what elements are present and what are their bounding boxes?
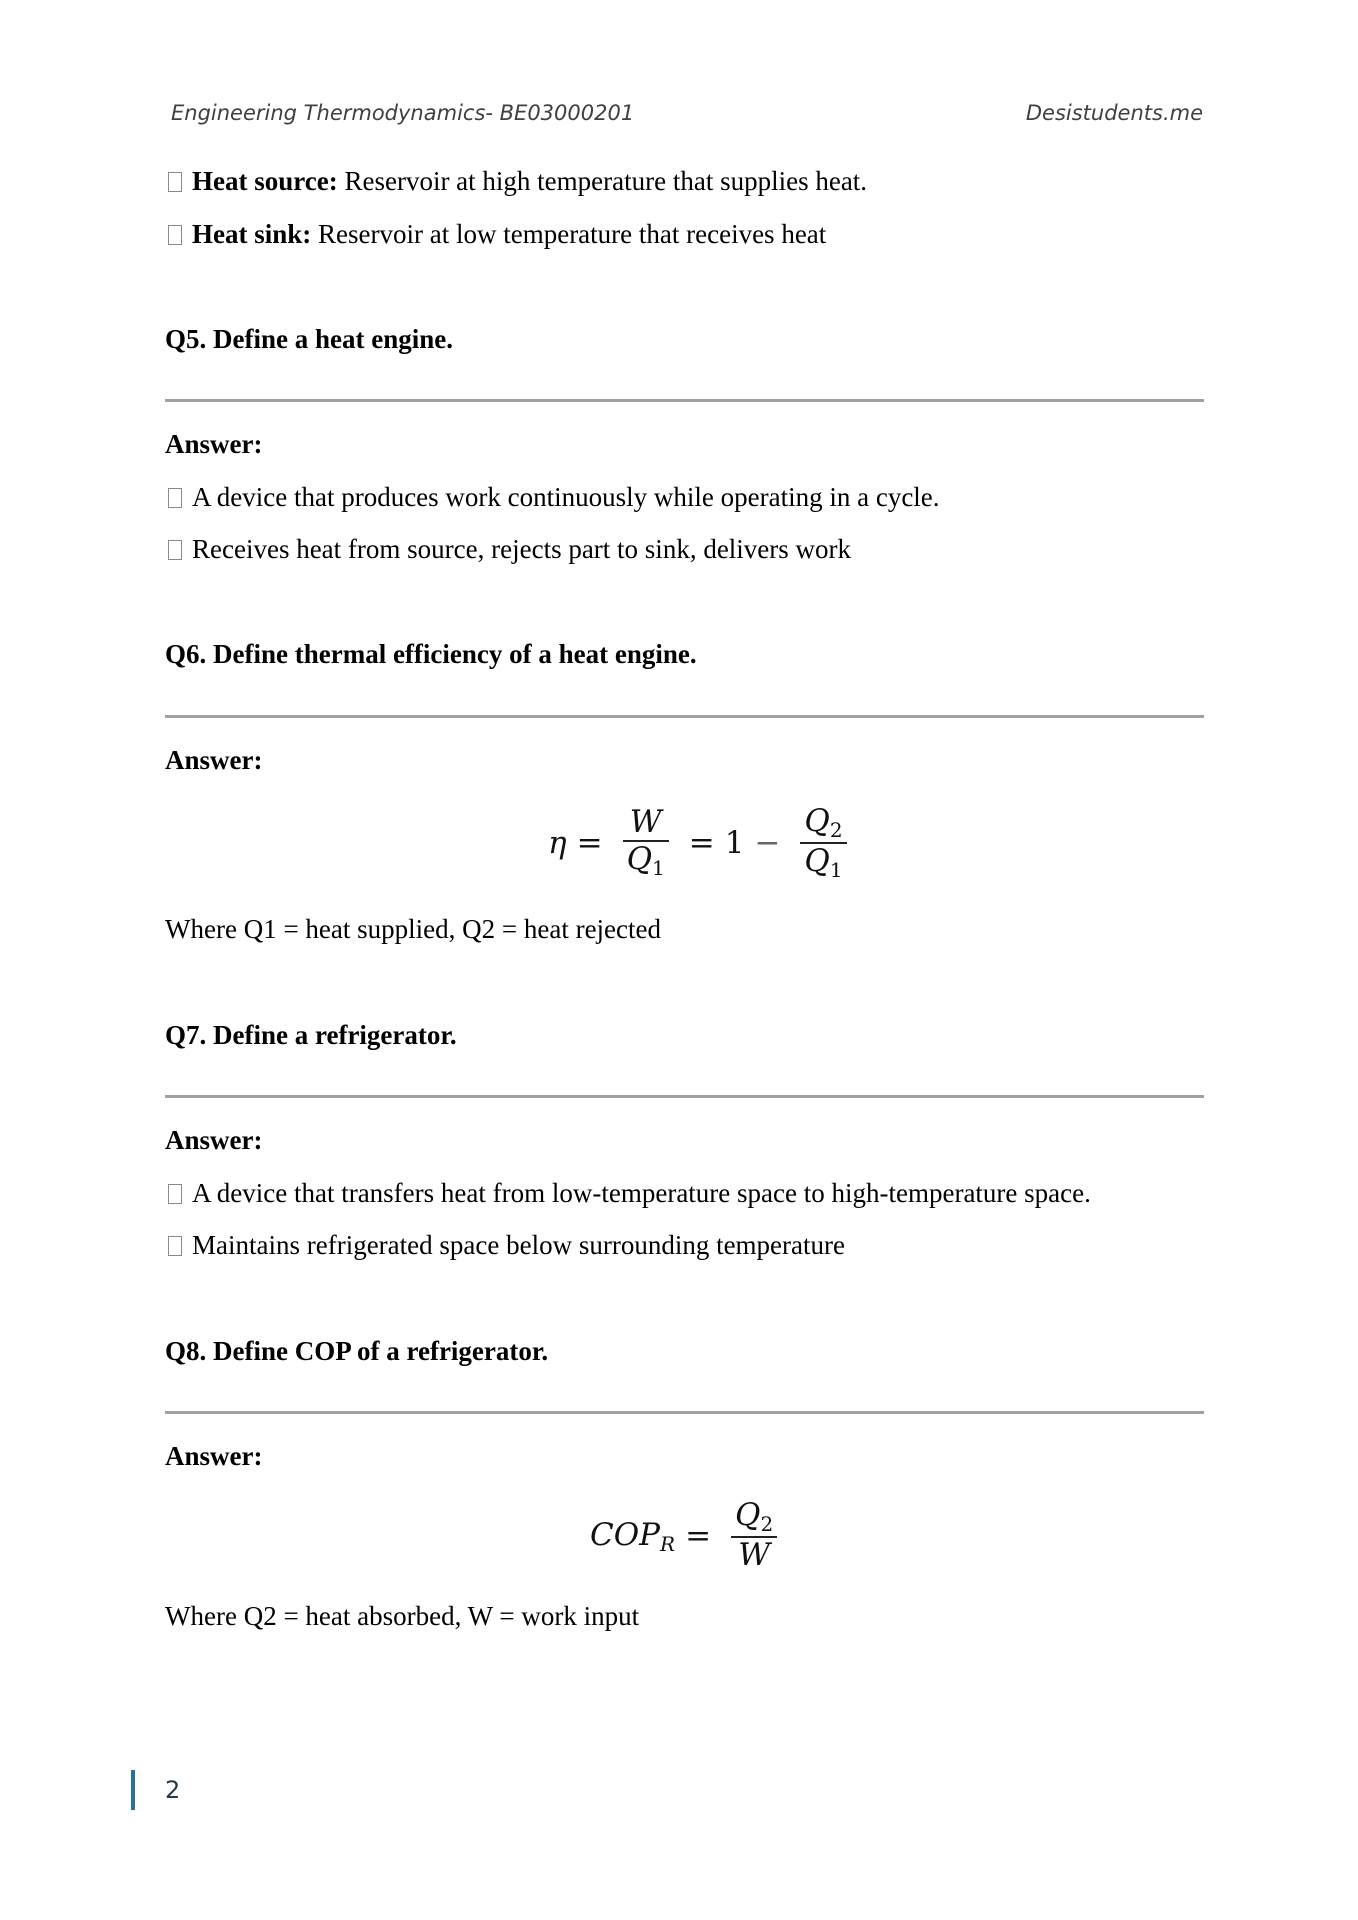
list-item xyxy=(168,168,867,195)
efficiency-formula xyxy=(548,795,857,890)
subscript: R xyxy=(660,1531,676,1556)
question-heading-q7: Q7. Define a refrigerator. xyxy=(165,1020,457,1050)
bullet-box-icon xyxy=(168,225,182,245)
symbol: Q xyxy=(804,842,830,879)
formula-minus: − xyxy=(754,824,781,861)
fraction-denominator xyxy=(623,842,669,880)
formula-fraction-w-over-q1 xyxy=(623,805,669,881)
formula-one: 1 xyxy=(724,824,745,861)
fraction-numerator xyxy=(800,804,846,842)
subscript: 1 xyxy=(829,857,843,882)
answer-label: Answer: xyxy=(165,1441,263,1471)
list-item-text: Maintains refrigerated space below surrounding temperature xyxy=(192,1230,845,1260)
formula-lhs xyxy=(590,1517,675,1556)
fraction-denominator: W xyxy=(738,1537,771,1574)
bullet-box-icon xyxy=(168,1184,182,1204)
formula-equals: = xyxy=(576,824,603,861)
term-label: Heat source: xyxy=(192,166,338,196)
formula-note: Where Q1 = heat supplied, Q2 = heat rejected xyxy=(165,914,662,944)
bullet-box-icon xyxy=(168,488,182,508)
fraction-numerator xyxy=(731,1498,777,1536)
fraction-denominator xyxy=(800,844,846,882)
question-heading-q6: Q6. Define thermal efficiency of a heat engine. xyxy=(165,639,697,669)
subscript: 2 xyxy=(760,1512,774,1537)
question-heading-q5: Q5. Define a heat engine. xyxy=(165,324,453,354)
list-item xyxy=(168,536,851,563)
fraction-numerator: W xyxy=(629,803,662,840)
symbol: Q xyxy=(626,841,652,878)
divider xyxy=(165,1411,1204,1414)
divider xyxy=(165,399,1204,402)
formula-fraction-q2-over-w xyxy=(731,1498,777,1574)
list-item xyxy=(168,1232,845,1259)
list-item xyxy=(168,484,940,511)
list-item xyxy=(168,221,826,248)
header-site-name: Desistudents.me xyxy=(1025,101,1203,125)
subscript: 2 xyxy=(829,817,843,842)
answer-label: Answer: xyxy=(165,1125,263,1155)
symbol: Q xyxy=(804,802,830,839)
question-heading-q8: Q8. Define COP of a refrigerator. xyxy=(165,1336,549,1366)
term-label: Heat sink: xyxy=(192,219,312,249)
page-number: 2 xyxy=(165,1776,181,1804)
formula-eta: η xyxy=(548,824,567,861)
symbol: Q xyxy=(735,1497,761,1534)
answer-label: Answer: xyxy=(165,429,263,459)
formula-note: Where Q2 = heat absorbed, W = work input xyxy=(165,1601,640,1631)
term-definition: Reservoir at high temperature that supplies heat. xyxy=(337,166,868,196)
formula-equals: = xyxy=(685,1518,712,1554)
bullet-box-icon xyxy=(168,172,182,192)
bullet-box-icon xyxy=(168,1236,182,1256)
divider xyxy=(165,1095,1204,1098)
subscript: 1 xyxy=(651,856,665,881)
header-course-title: Engineering Thermodynamics- BE03000201 xyxy=(171,101,635,125)
list-item xyxy=(168,1180,1091,1207)
list-item-text: Receives heat from source, rejects part to sink, delivers work xyxy=(192,534,852,564)
formula-fraction-q2-over-q1 xyxy=(800,804,846,882)
formula-equals: = xyxy=(688,824,715,861)
list-item-text: A device that produces work continuously while operating in a cycle. xyxy=(192,482,940,512)
list-item-text: A device that transfers heat from low-temperature space to high-temperature space. xyxy=(192,1178,1091,1208)
footer-accent-bar xyxy=(131,1770,135,1810)
answer-label: Answer: xyxy=(165,745,263,775)
symbol: COP xyxy=(590,1516,660,1553)
bullet-box-icon xyxy=(168,540,182,560)
term-definition: Reservoir at low temperature that receives heat xyxy=(311,219,827,249)
divider xyxy=(165,715,1204,718)
cop-formula xyxy=(590,1490,787,1582)
